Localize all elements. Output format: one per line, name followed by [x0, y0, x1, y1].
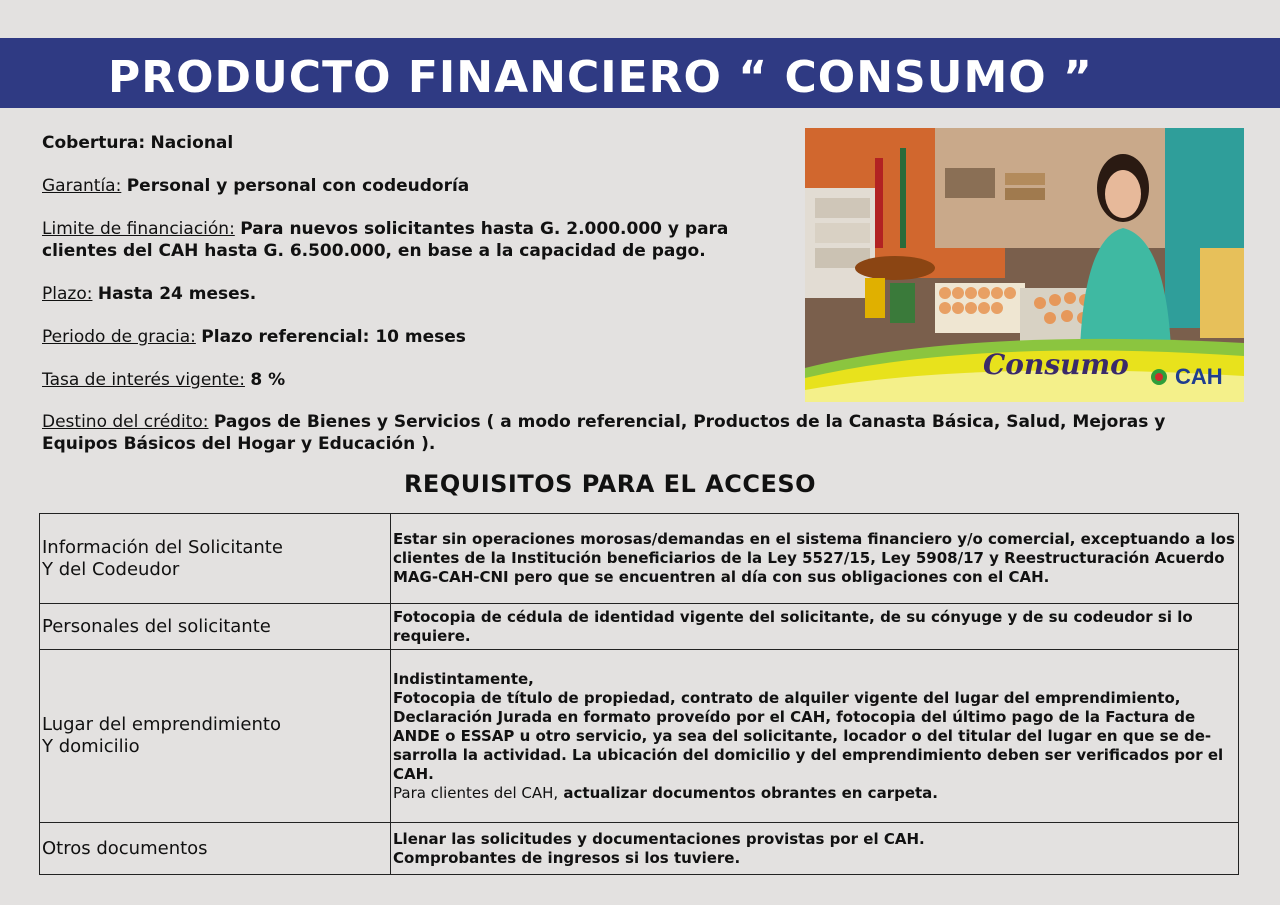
destino-line	[42, 411, 1242, 455]
requisitos-title: REQUISITOS PARA EL ACCESO	[403, 470, 817, 498]
limite-value: Para nuevos solicitantes hasta G. 2.000.000 y para clientes del CAH hasta G. 6.500.000, en base a la capacidad de pago.	[42, 219, 729, 261]
row-value-line: Llenar las solicitudes y documentaciones provistas por el CAH.	[393, 829, 925, 848]
tasa-label: Tasa de interés vigente:	[42, 370, 245, 390]
tasa-value: 8 %	[250, 370, 286, 390]
plazo-line	[42, 283, 802, 305]
garantia-line	[42, 175, 802, 197]
requisitos-table	[39, 513, 1239, 875]
row-value-line	[393, 784, 1236, 803]
table-row	[40, 650, 1239, 823]
limite-label: Limite de financiación:	[42, 219, 235, 239]
photo-script-text: Consumo	[983, 348, 1129, 381]
row-key-text: Lugar del emprendimiento Y domicilio	[42, 714, 281, 757]
page-title: PRODUCTO FINANCIERO “ CONSUMO ”	[108, 52, 1093, 103]
row-value-text: Fotocopia de cédula de identidad vigente del solicitante, de su cónyuge y de su codeudor si lo requiere.	[393, 607, 1193, 645]
row-value-text: Estar sin operaciones morosas/demandas en el sistema financiero y/o comercial, exceptuando a los clientes de la Institución beneficiarios de la Ley 5527/15, Ley 5908/17 y Reestructuración Acuerdo MAG-CAH-CNI pero que se encuentren al día con sus obligaciones con el CAH.	[393, 530, 1235, 586]
plazo-value: Hasta 24 meses.	[97, 284, 257, 304]
row-value	[391, 514, 1239, 604]
cobertura-line	[42, 132, 802, 154]
row-value-line: Comprobantes de ingresos si los tuviere.	[393, 848, 741, 867]
row-key	[40, 823, 391, 875]
row-key-text: Información del Solicitante Y del Codeudor	[42, 536, 283, 580]
row-value	[391, 823, 1239, 875]
row-value-line: Fotocopia de título de propiedad, contrato de alquiler vigente del lugar del emprendimiento, Declaración Jurada en formato proveído por el CAH, fotocopia del último pago de la Factura de ANDE o ESSAP u otro servicio, ya sea del solicitante, locador o del titular del lugar en que se de-sarrolla la actividad. La ubicación del domicilio y del emprendimiento deben ser verificados por el CAH.	[393, 688, 1224, 783]
cobertura-label: Cobertura:	[42, 133, 146, 153]
row-value	[391, 650, 1239, 823]
row-key-text: Otros documentos	[42, 837, 208, 859]
cah-logo: CAH	[1175, 364, 1223, 389]
row-value	[391, 604, 1239, 650]
table-row	[40, 514, 1239, 604]
row-key-text: Personales del solicitante	[42, 615, 271, 637]
row-key	[40, 650, 391, 823]
plazo-label: Plazo:	[42, 284, 93, 304]
tasa-line	[42, 369, 802, 391]
cobertura-value: Nacional	[150, 133, 234, 153]
gracia-line	[42, 326, 802, 348]
store-photo	[805, 128, 1244, 402]
table-row	[40, 823, 1239, 875]
table-row	[40, 604, 1239, 650]
row-value-line: Indistintamente,	[393, 669, 534, 688]
row-key	[40, 604, 391, 650]
destino-label: Destino del crédito:	[42, 412, 209, 432]
limite-line	[42, 218, 802, 262]
garantia-label: Garantía:	[42, 176, 122, 196]
gracia-label: Periodo de gracia:	[42, 327, 196, 347]
gracia-value: Plazo referencial: 10 meses	[201, 327, 466, 347]
row-key	[40, 514, 391, 604]
row-value-tail-bold: actualizar documentos obrantes en carpeta.	[563, 783, 938, 802]
garantia-value: Personal y personal con codeudoría	[126, 176, 470, 196]
row-value-tail-normal: Para clientes del CAH,	[393, 783, 559, 802]
cah-emblem-icon	[1151, 369, 1167, 385]
destino-value: Pagos de Bienes y Servicios ( a modo referencial, Productos de la Canasta Básica, Salud, Mejoras y Equipos Básicos del Hogar y Educación ).	[42, 412, 1166, 454]
